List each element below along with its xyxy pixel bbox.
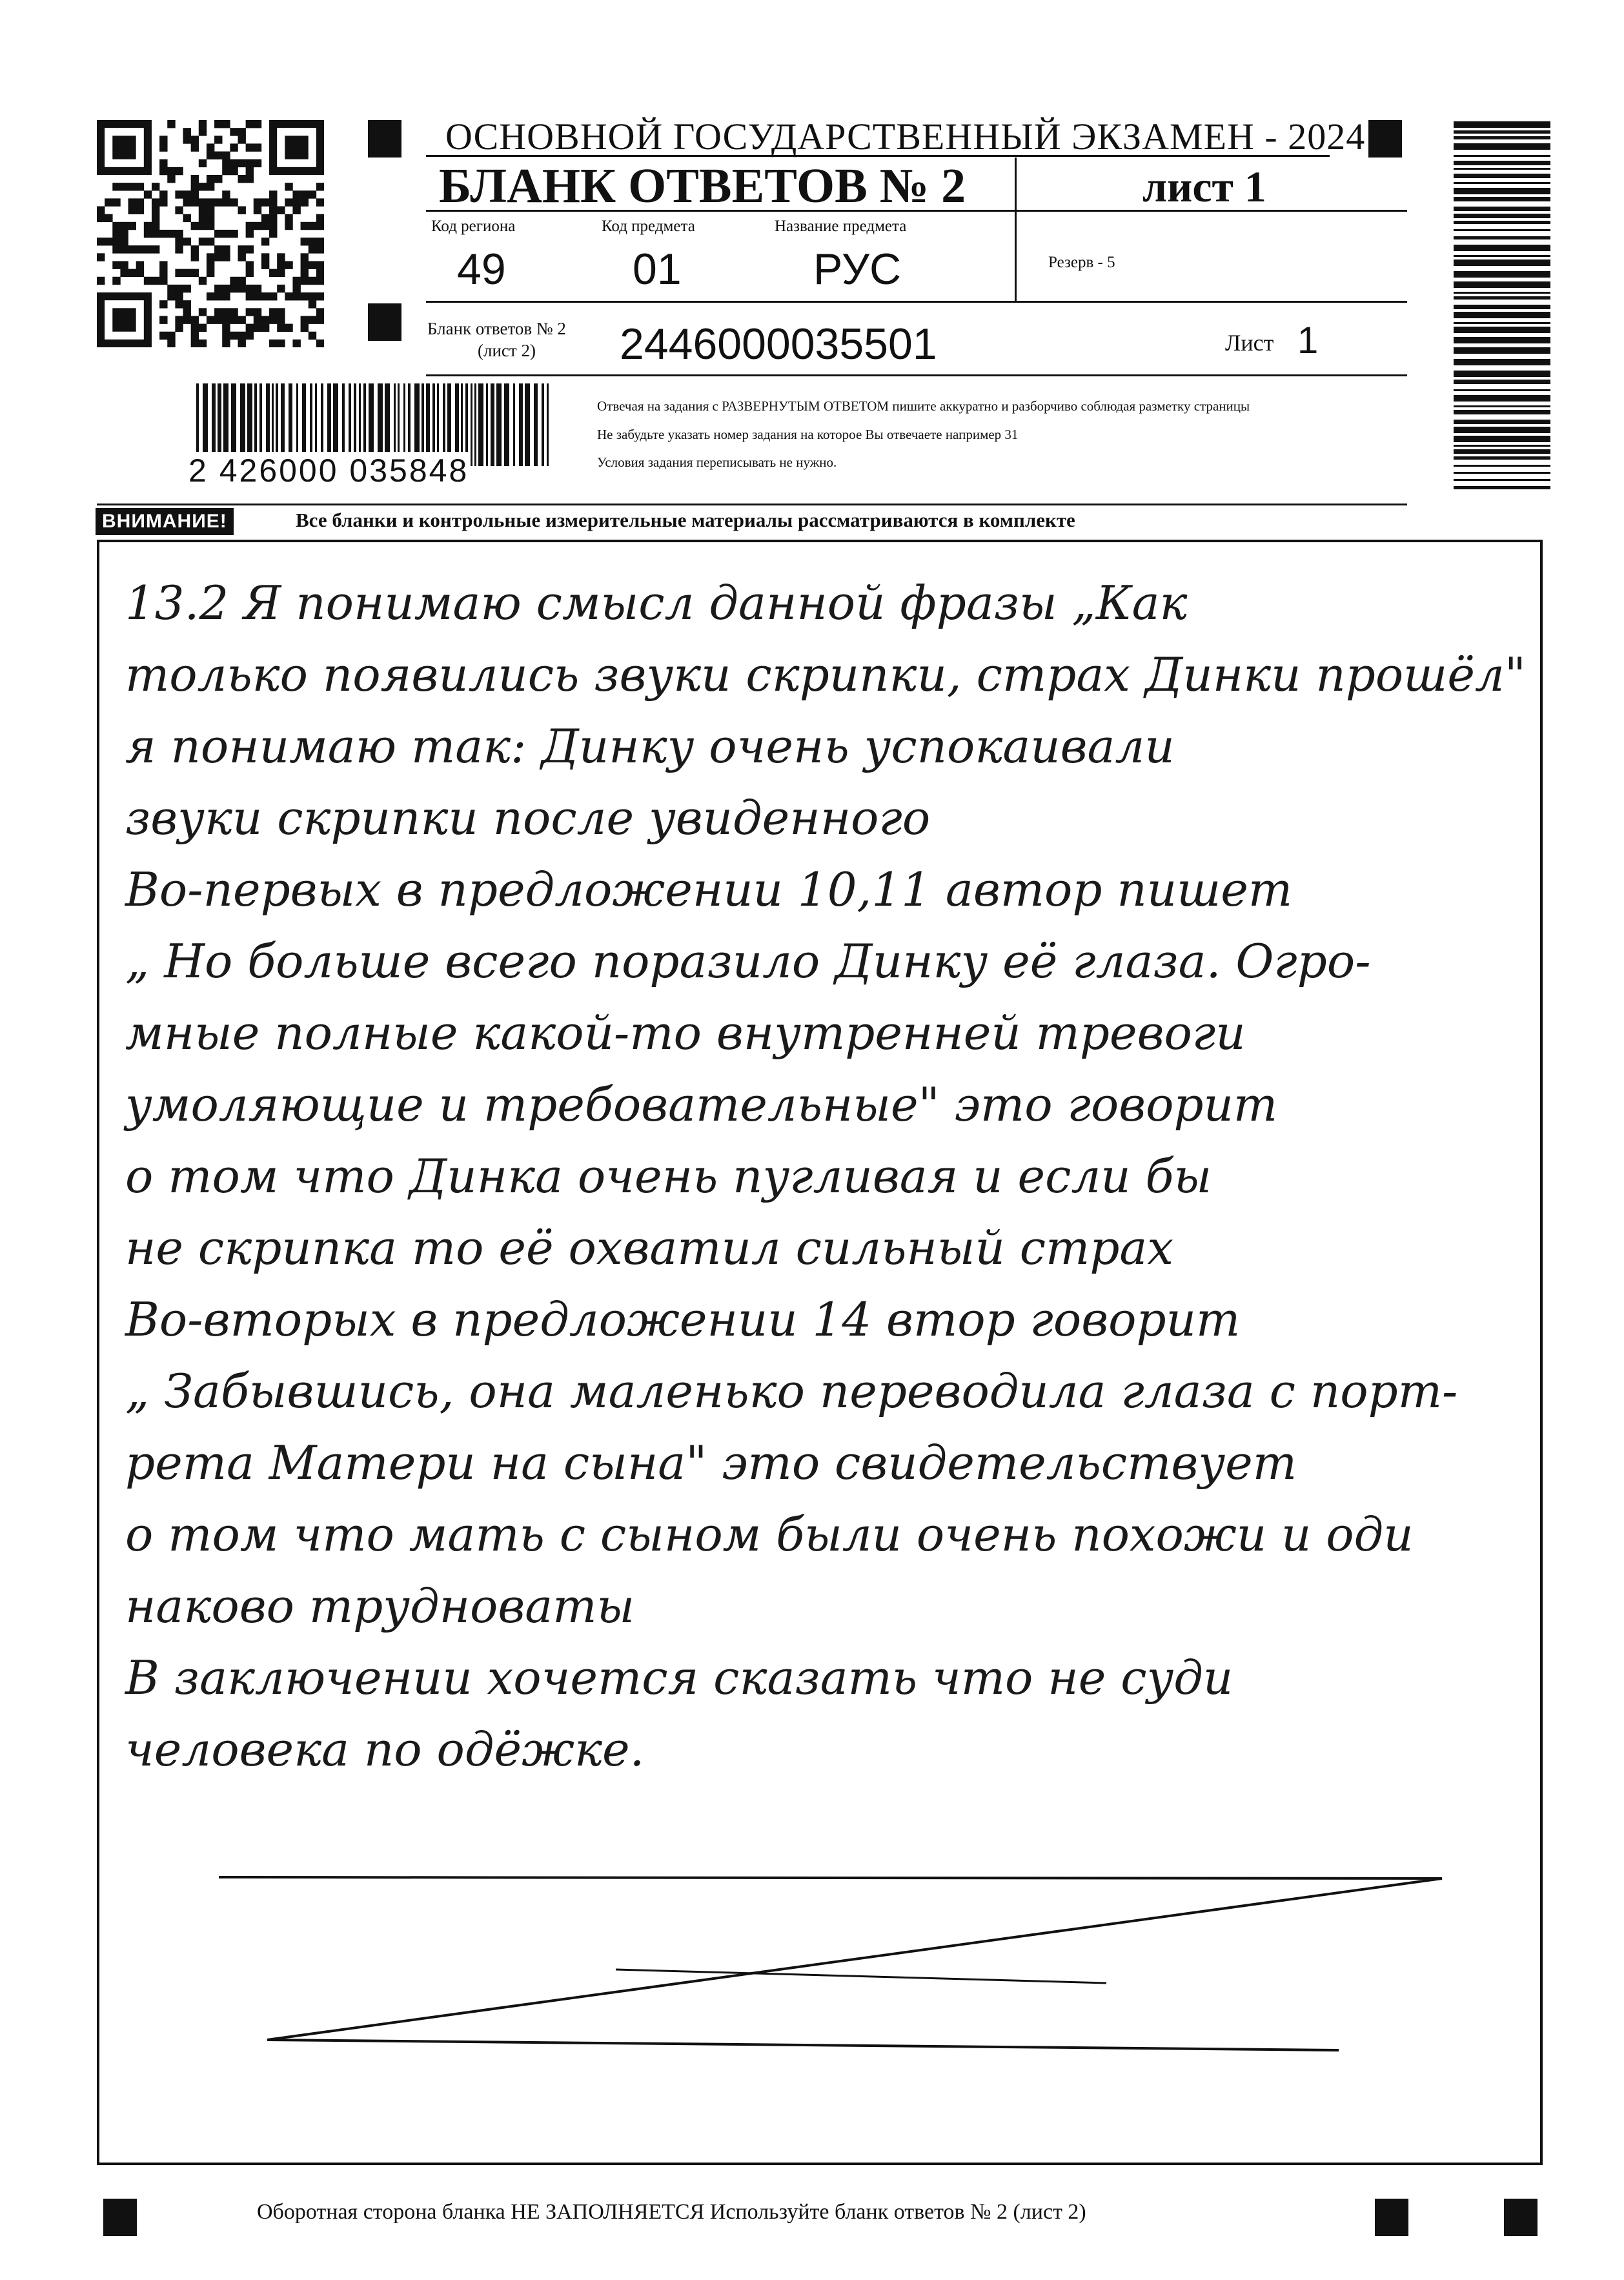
answer-line: В заключении хочется сказать что не суди: [125, 1651, 1233, 1705]
qr-code: [97, 120, 324, 347]
region-code: 49: [457, 245, 506, 294]
answer-line: о том что мать с сыном были очень похожи и оди: [125, 1507, 1414, 1562]
subject-code-label: Код предмета: [602, 218, 695, 235]
region-code-label: Код региона: [431, 218, 516, 235]
form-title: БЛАНК ОТВЕТОВ № 2: [439, 159, 966, 213]
reserve-label: Резерв - 5: [1048, 254, 1115, 271]
subject-name-label: Название предмета: [775, 218, 907, 235]
answer-line: „ Забывшись, она маленько переводила глаза с порт-: [125, 1364, 1458, 1418]
corner-marker-bottom-left: [103, 2199, 137, 2236]
side-barcode: [1454, 120, 1550, 496]
answer-line: Во-первых в предложении 10,11 автор пишет: [125, 862, 1293, 917]
answer-line: человека по одёжке.: [125, 1722, 645, 1776]
answer-line: „ Но больше всего поразило Динку её глаза. Огро-: [125, 934, 1371, 988]
instruction-line-2: Не забудьте указать номер задания на которое Вы отвечаете например 31: [597, 427, 1019, 442]
corner-marker-bottom-right: [1504, 2199, 1538, 2236]
answer-line: я понимаю так: Динку очень успокаивали: [125, 719, 1175, 773]
corner-marker-bottom-mid: [1375, 2199, 1408, 2236]
answer-line: наково трудноваты: [125, 1579, 635, 1633]
footer-note: Оборотная сторона бланка НЕ ЗАПОЛНЯЕТСЯ Используйте бланк ответов № 2 (лист 2): [257, 2200, 1086, 2224]
corner-marker-mid-left: [368, 303, 401, 341]
form-number: 2446000035501: [620, 320, 937, 369]
answer-line: умоляющие и требовательные" это говорит: [125, 1077, 1278, 1132]
answer-line: звуки скрипки после увиденного: [125, 791, 931, 845]
answer-area: [97, 540, 1543, 2165]
sheet-number: 1: [1297, 320, 1319, 361]
sheet-label: лист 1: [1142, 162, 1266, 211]
answer-line: мные полные какой-то внутренней тревоги: [125, 1006, 1246, 1060]
z-strike-mark: [99, 542, 1540, 2163]
warning-text: Все бланки и контрольные измерительные материалы рассматриваются в комплекте: [296, 509, 1075, 531]
barcode-number: 2 426000 035848: [188, 453, 469, 489]
answer-line: Во-вторых в предложении 14 втор говорит: [125, 1292, 1241, 1347]
corner-marker-top-right: [1368, 120, 1402, 158]
subject-name: РУС: [813, 245, 902, 294]
answer-line: рета Матери на сына" это свидетельствует: [125, 1436, 1297, 1490]
answer-line: о том что Динка очень пугливая и если бы: [125, 1149, 1212, 1203]
exam-title: ОСНОВНОЙ ГОСУДАРСТВЕННЫЙ ЭКЗАМЕН - 2024: [445, 116, 1366, 158]
warning-badge: ВНИМАНИЕ!: [96, 508, 234, 535]
subject-code: 01: [633, 245, 682, 294]
sheet-word: Лист: [1225, 330, 1274, 356]
instruction-line-3: Условия задания переписывать не нужно.: [597, 454, 837, 470]
corner-marker-top-left: [368, 120, 401, 158]
answer-line: 13.2 Я понимаю смысл данной фразы „Как: [125, 576, 1188, 630]
answer-line: не скрипка то её охватил сильный страх: [125, 1221, 1173, 1275]
instruction-line-1: Отвечая на задания с РАЗВЕРНУТЫМ ОТВЕТОМ пишите аккуратно и разборчиво соблюдая разметку страницы: [597, 398, 1250, 414]
answer-line: только появились звуки скрипки, страх Динки прошёл": [125, 647, 1526, 702]
form-ref-label-2: (лист 2): [478, 341, 536, 360]
form-ref-label-1: Бланк ответов № 2: [427, 319, 566, 338]
